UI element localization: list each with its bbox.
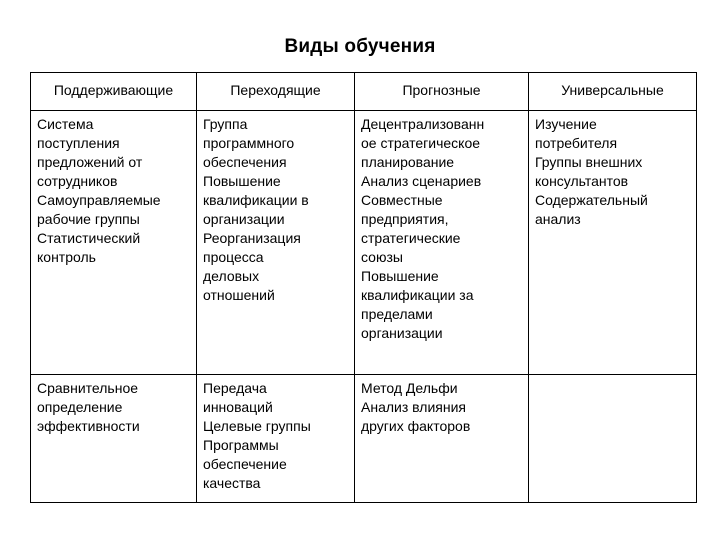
cell-text-line: отношений [203, 287, 275, 303]
cell-text-line: обеспечения [203, 154, 287, 170]
table-header-row [31, 73, 697, 111]
cell-text-line: Группы внешних [535, 154, 643, 170]
cell-text-line: потребителя [535, 135, 618, 151]
cell-text-line: Сравнительное [37, 380, 139, 396]
cell-text-line: процесса [203, 249, 264, 265]
page-title: Виды обучения [284, 36, 436, 57]
cell-text-line: обеспечение [203, 456, 287, 472]
cell-text-line: стратегические [361, 230, 461, 246]
cell-text-line: ое стратегическое [361, 135, 481, 151]
cell-text-line: Программы [203, 437, 279, 453]
column-header: Переходящие [197, 73, 355, 111]
cell-text-line: Статистический [37, 230, 141, 246]
cell-text-line: Содержательный [535, 192, 648, 208]
table-cell [355, 375, 529, 503]
cell-text-line: качества [203, 475, 261, 491]
column-header: Поддерживающие [31, 73, 197, 111]
column-header: Универсальные [529, 73, 697, 111]
cell-text-line: Целевые группы [203, 418, 311, 434]
cell-text-line: Повышение [203, 173, 281, 189]
cell-text-line: рабочие группы [37, 211, 140, 227]
cell-text-line: эффективности [37, 418, 140, 434]
table-row [31, 375, 697, 503]
table-cell [31, 111, 197, 375]
table-cell [529, 111, 697, 375]
cell-text-line: Совместные [361, 192, 443, 208]
cell-text-line: программного [203, 135, 295, 151]
table-cell [31, 375, 197, 503]
cell-text-line: анализ [535, 211, 581, 227]
cell-text-line: деловых [203, 268, 260, 284]
cell-text-line: контроль [37, 249, 96, 265]
cell-text-line: союзы [361, 249, 403, 265]
cell-text-line: Система [37, 116, 94, 132]
cell-text-line: Децентрализованн [361, 116, 485, 132]
cell-text-line: квалификации в [203, 192, 309, 208]
cell-text-line: других факторов [361, 418, 471, 434]
cell-text-line: Анализ влияния [361, 399, 466, 415]
cell-text-line: Изучение [535, 116, 597, 132]
cell-text-line: определение [37, 399, 123, 415]
table-cell [355, 111, 529, 375]
learning-types-table [30, 72, 697, 503]
cell-text-line: Группа [203, 116, 248, 132]
cell-text-line: Метод Дельфи [361, 380, 458, 396]
table-row [31, 111, 697, 375]
table-cell [197, 375, 355, 503]
cell-text-line: предложений от [37, 154, 143, 170]
cell-text-line: квалификации за [361, 287, 474, 303]
column-header: Прогнозные [355, 73, 529, 111]
cell-text-line: Повышение [361, 268, 439, 284]
cell-text-line: сотрудников [37, 173, 118, 189]
cell-text-line: Самоуправляемые [37, 192, 161, 208]
cell-text-line: пределами [361, 306, 433, 322]
cell-text-line: Реорганизация [203, 230, 301, 246]
table-cell [529, 375, 697, 503]
cell-text-line: организации [361, 325, 443, 341]
table-cell [197, 111, 355, 375]
cell-text-line: Анализ сценариев [361, 173, 482, 189]
cell-text-line: планирование [361, 154, 455, 170]
cell-text-line: Передача [203, 380, 267, 396]
cell-text-line: консультантов [535, 173, 629, 189]
cell-text-line: предприятия, [361, 211, 449, 227]
cell-text-line: инноваций [203, 399, 273, 415]
cell-text-line: поступления [37, 135, 120, 151]
cell-text-line: организации [203, 211, 285, 227]
